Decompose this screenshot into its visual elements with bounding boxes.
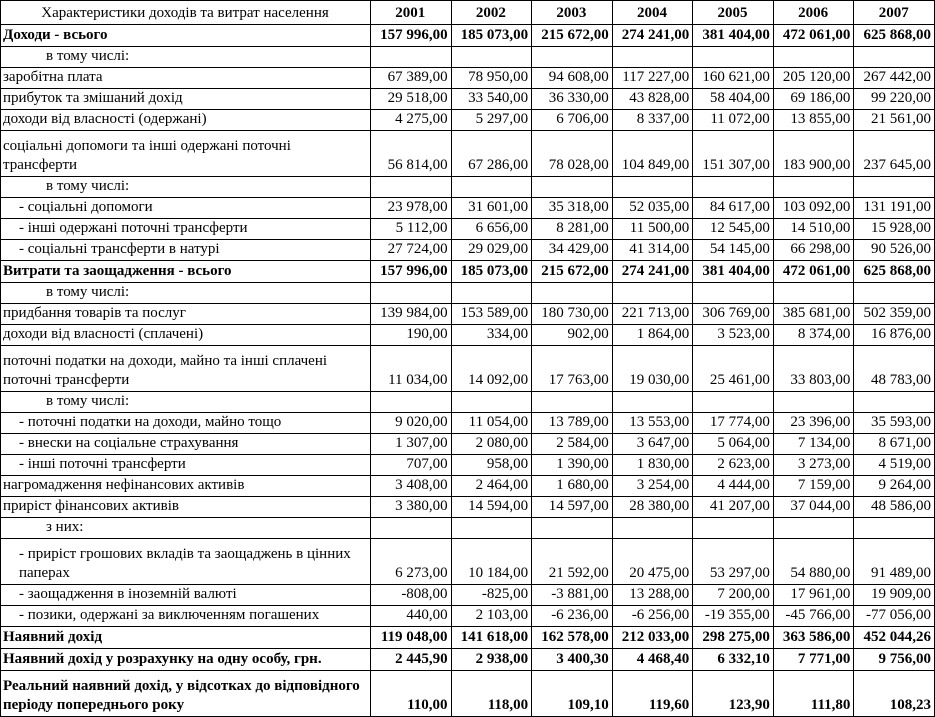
value-cell: 183 900,00	[773, 131, 854, 177]
value-cell: 84 617,00	[693, 198, 774, 219]
value-cell: 27 724,00	[371, 240, 452, 261]
value-cell: 78 950,00	[451, 68, 532, 89]
value-cell: 153 589,00	[451, 304, 532, 325]
row-label: - позики, одержані за виключенням погашених	[1, 606, 371, 627]
value-cell	[532, 177, 613, 198]
value-cell: 3 400,30	[532, 649, 613, 671]
value-cell	[532, 47, 613, 68]
value-cell: 4 519,00	[854, 455, 935, 476]
year-header: 2007	[854, 1, 935, 25]
value-cell: 13 855,00	[773, 110, 854, 131]
value-cell	[532, 392, 613, 413]
value-cell	[612, 47, 693, 68]
value-cell	[693, 518, 774, 539]
table-title-header: Характеристики доходів та витрат населення	[1, 1, 371, 25]
value-cell: 8 281,00	[532, 219, 613, 240]
value-cell: 29 029,00	[451, 240, 532, 261]
value-cell: 10 184,00	[451, 539, 532, 585]
value-cell	[854, 392, 935, 413]
value-cell: 54 145,00	[693, 240, 774, 261]
table-row	[1, 606, 935, 627]
value-cell: 7 159,00	[773, 476, 854, 497]
row-label: Доходи - всього	[1, 25, 371, 47]
value-cell: 221 713,00	[612, 304, 693, 325]
table-row	[1, 413, 935, 434]
value-cell	[612, 283, 693, 304]
row-label: в тому числі:	[1, 283, 371, 304]
value-cell: 385 681,00	[773, 304, 854, 325]
row-label: заробітна плата	[1, 68, 371, 89]
value-cell: 67 286,00	[451, 131, 532, 177]
value-cell: 2 584,00	[532, 434, 613, 455]
value-cell: 17 774,00	[693, 413, 774, 434]
value-cell: 33 540,00	[451, 89, 532, 110]
row-label: - заощадження в іноземній валюті	[1, 585, 371, 606]
value-cell: 298 275,00	[693, 627, 774, 649]
value-cell: -19 355,00	[693, 606, 774, 627]
value-cell: 41 207,00	[693, 497, 774, 518]
value-cell	[854, 177, 935, 198]
value-cell: 625 868,00	[854, 261, 935, 283]
row-label: соціальні допомоги та інші одержані поточні трансферти	[1, 131, 371, 177]
value-cell: 34 429,00	[532, 240, 613, 261]
value-cell	[854, 47, 935, 68]
value-cell: -6 256,00	[612, 606, 693, 627]
value-cell: 141 618,00	[451, 627, 532, 649]
value-cell: 1 864,00	[612, 325, 693, 346]
value-cell	[371, 392, 452, 413]
row-label: Витрати та заощадження - всього	[1, 261, 371, 283]
value-cell	[371, 177, 452, 198]
value-cell: 1 680,00	[532, 476, 613, 497]
value-cell: 4 275,00	[371, 110, 452, 131]
value-cell: -3 881,00	[532, 585, 613, 606]
value-cell	[451, 47, 532, 68]
value-cell: 15 928,00	[854, 219, 935, 240]
row-label: - соціальні допомоги	[1, 198, 371, 219]
value-cell: 190,00	[371, 325, 452, 346]
value-cell: 8 374,00	[773, 325, 854, 346]
value-cell: 25 461,00	[693, 346, 774, 392]
value-cell: 472 061,00	[773, 25, 854, 47]
table-row	[1, 25, 935, 47]
value-cell: 215 672,00	[532, 25, 613, 47]
value-cell: 13 789,00	[532, 413, 613, 434]
table-row	[1, 649, 935, 671]
value-cell: 5 297,00	[451, 110, 532, 131]
value-cell: 212 033,00	[612, 627, 693, 649]
table-row	[1, 539, 935, 585]
value-cell: 58 404,00	[693, 89, 774, 110]
value-cell	[371, 518, 452, 539]
value-cell	[371, 283, 452, 304]
table-row	[1, 497, 935, 518]
value-cell: 205 120,00	[773, 68, 854, 89]
value-cell: 958,00	[451, 455, 532, 476]
value-cell: 3 254,00	[612, 476, 693, 497]
value-cell: 11 034,00	[371, 346, 452, 392]
value-cell: 110,00	[371, 671, 452, 717]
value-cell: 36 330,00	[532, 89, 613, 110]
row-label: - інші поточні трансферти	[1, 455, 371, 476]
row-label: - соціальні трансферти в натурі	[1, 240, 371, 261]
value-cell: 237 645,00	[854, 131, 935, 177]
value-cell	[532, 518, 613, 539]
row-label: прибуток та змішаний дохід	[1, 89, 371, 110]
value-cell: 13 288,00	[612, 585, 693, 606]
value-cell: 381 404,00	[693, 25, 774, 47]
value-cell: 1 390,00	[532, 455, 613, 476]
value-cell: 14 597,00	[532, 497, 613, 518]
table-row	[1, 434, 935, 455]
value-cell: 3 273,00	[773, 455, 854, 476]
value-cell: 7 200,00	[693, 585, 774, 606]
year-header: 2005	[693, 1, 774, 25]
value-cell: 6 656,00	[451, 219, 532, 240]
value-cell: 162 578,00	[532, 627, 613, 649]
value-cell: 274 241,00	[612, 261, 693, 283]
table-row	[1, 47, 935, 68]
table-row	[1, 68, 935, 89]
value-cell: 20 475,00	[612, 539, 693, 585]
value-cell: 28 380,00	[612, 497, 693, 518]
table-row	[1, 261, 935, 283]
value-cell: -77 056,00	[854, 606, 935, 627]
value-cell: 157 996,00	[371, 261, 452, 283]
table-row	[1, 283, 935, 304]
value-cell: 306 769,00	[693, 304, 774, 325]
year-header: 2002	[451, 1, 532, 25]
value-cell: 99 220,00	[854, 89, 935, 110]
value-cell: 48 783,00	[854, 346, 935, 392]
value-cell: 48 586,00	[854, 497, 935, 518]
table-header-row	[1, 1, 935, 25]
value-cell: 215 672,00	[532, 261, 613, 283]
row-label: - приріст грошових вкладів та заощаджень в цінних паперах	[1, 539, 371, 585]
value-cell	[854, 283, 935, 304]
row-label: - поточні податки на доходи, майно тощо	[1, 413, 371, 434]
value-cell: 2 103,00	[451, 606, 532, 627]
year-header: 2006	[773, 1, 854, 25]
table-row	[1, 346, 935, 392]
table-row	[1, 585, 935, 606]
value-cell	[451, 283, 532, 304]
value-cell: 111,80	[773, 671, 854, 717]
value-cell: 78 028,00	[532, 131, 613, 177]
value-cell: -6 236,00	[532, 606, 613, 627]
value-cell: 119,60	[612, 671, 693, 717]
value-cell: 452 044,26	[854, 627, 935, 649]
value-cell: 9 756,00	[854, 649, 935, 671]
value-cell: 9 020,00	[371, 413, 452, 434]
value-cell: 119 048,00	[371, 627, 452, 649]
value-cell: 33 803,00	[773, 346, 854, 392]
value-cell: 3 408,00	[371, 476, 452, 497]
value-cell: 67 389,00	[371, 68, 452, 89]
value-cell: 16 876,00	[854, 325, 935, 346]
value-cell: 54 880,00	[773, 539, 854, 585]
value-cell: 21 592,00	[532, 539, 613, 585]
value-cell: 104 849,00	[612, 131, 693, 177]
value-cell: 118,00	[451, 671, 532, 717]
row-label: в тому числі:	[1, 177, 371, 198]
row-label: Наявний дохід у розрахунку на одну особу, грн.	[1, 649, 371, 671]
value-cell: 707,00	[371, 455, 452, 476]
value-cell: 6 273,00	[371, 539, 452, 585]
value-cell	[451, 177, 532, 198]
value-cell: 29 518,00	[371, 89, 452, 110]
value-cell: 3 380,00	[371, 497, 452, 518]
table-row	[1, 131, 935, 177]
value-cell	[773, 518, 854, 539]
value-cell: 35 318,00	[532, 198, 613, 219]
table-row	[1, 240, 935, 261]
value-cell	[773, 47, 854, 68]
value-cell: 440,00	[371, 606, 452, 627]
table-row	[1, 518, 935, 539]
value-cell: 363 586,00	[773, 627, 854, 649]
value-cell: 94 608,00	[532, 68, 613, 89]
table-row	[1, 476, 935, 497]
value-cell: 2 445,90	[371, 649, 452, 671]
value-cell: 21 561,00	[854, 110, 935, 131]
value-cell	[451, 392, 532, 413]
value-cell: 334,00	[451, 325, 532, 346]
table-row	[1, 89, 935, 110]
value-cell: 23 978,00	[371, 198, 452, 219]
value-cell: 14 092,00	[451, 346, 532, 392]
value-cell: 6 706,00	[532, 110, 613, 131]
value-cell: 52 035,00	[612, 198, 693, 219]
value-cell: 2 623,00	[693, 455, 774, 476]
table-row	[1, 110, 935, 131]
value-cell: 12 545,00	[693, 219, 774, 240]
row-label: Наявний дохід	[1, 627, 371, 649]
value-cell: 14 510,00	[773, 219, 854, 240]
row-label: поточні податки на доходи, майно та інші сплачені поточні трансферти	[1, 346, 371, 392]
value-cell: 267 442,00	[854, 68, 935, 89]
value-cell: 5 112,00	[371, 219, 452, 240]
value-cell: 131 191,00	[854, 198, 935, 219]
value-cell: 69 186,00	[773, 89, 854, 110]
value-cell: 56 814,00	[371, 131, 452, 177]
value-cell	[693, 283, 774, 304]
year-header: 2001	[371, 1, 452, 25]
value-cell: 9 264,00	[854, 476, 935, 497]
value-cell: 185 073,00	[451, 261, 532, 283]
row-label: з них:	[1, 518, 371, 539]
row-label: - інші одержані поточні трансферти	[1, 219, 371, 240]
value-cell: 91 489,00	[854, 539, 935, 585]
value-cell: 35 593,00	[854, 413, 935, 434]
value-cell: 13 553,00	[612, 413, 693, 434]
value-cell: 41 314,00	[612, 240, 693, 261]
value-cell: 6 332,10	[693, 649, 774, 671]
value-cell	[612, 518, 693, 539]
value-cell	[693, 177, 774, 198]
value-cell	[773, 177, 854, 198]
year-header: 2003	[532, 1, 613, 25]
table-row	[1, 392, 935, 413]
value-cell: 117 227,00	[612, 68, 693, 89]
row-label: Реальний наявний дохід, у відсотках до відповідного періоду попереднього року	[1, 671, 371, 717]
table-body	[1, 25, 935, 717]
value-cell	[612, 392, 693, 413]
value-cell: 19 909,00	[854, 585, 935, 606]
value-cell: 1 307,00	[371, 434, 452, 455]
value-cell: 8 337,00	[612, 110, 693, 131]
table-row	[1, 177, 935, 198]
value-cell: 11 054,00	[451, 413, 532, 434]
value-cell: 8 671,00	[854, 434, 935, 455]
table-row	[1, 304, 935, 325]
value-cell: 4 444,00	[693, 476, 774, 497]
value-cell: 2 938,00	[451, 649, 532, 671]
value-cell	[693, 392, 774, 413]
value-cell	[612, 177, 693, 198]
row-label: приріст фінансових активів	[1, 497, 371, 518]
value-cell: 90 526,00	[854, 240, 935, 261]
value-cell: 66 298,00	[773, 240, 854, 261]
value-cell: 17 763,00	[532, 346, 613, 392]
year-header: 2004	[612, 1, 693, 25]
value-cell: 14 594,00	[451, 497, 532, 518]
value-cell: 3 523,00	[693, 325, 774, 346]
table-row	[1, 219, 935, 240]
value-cell: 502 359,00	[854, 304, 935, 325]
value-cell: 17 961,00	[773, 585, 854, 606]
value-cell: 53 297,00	[693, 539, 774, 585]
value-cell: 274 241,00	[612, 25, 693, 47]
row-label: нагромадження нефінансових активів	[1, 476, 371, 497]
table-row	[1, 198, 935, 219]
value-cell: 37 044,00	[773, 497, 854, 518]
row-label: доходи від власності (одержані)	[1, 110, 371, 131]
value-cell: 381 404,00	[693, 261, 774, 283]
value-cell: 31 601,00	[451, 198, 532, 219]
value-cell: 2 080,00	[451, 434, 532, 455]
value-cell: 472 061,00	[773, 261, 854, 283]
value-cell	[371, 47, 452, 68]
value-cell: 139 984,00	[371, 304, 452, 325]
value-cell: 123,90	[693, 671, 774, 717]
table-row	[1, 627, 935, 649]
value-cell: 160 621,00	[693, 68, 774, 89]
value-cell: 4 468,40	[612, 649, 693, 671]
value-cell: 19 030,00	[612, 346, 693, 392]
row-label: придбання товарів та послуг	[1, 304, 371, 325]
value-cell: -825,00	[451, 585, 532, 606]
value-cell: 23 396,00	[773, 413, 854, 434]
value-cell: 151 307,00	[693, 131, 774, 177]
value-cell: 108,23	[854, 671, 935, 717]
value-cell: 7 771,00	[773, 649, 854, 671]
row-label: - внески на соціальне страхування	[1, 434, 371, 455]
value-cell: 109,10	[532, 671, 613, 717]
value-cell: 11 072,00	[693, 110, 774, 131]
value-cell	[451, 518, 532, 539]
value-cell: -45 766,00	[773, 606, 854, 627]
value-cell: 2 464,00	[451, 476, 532, 497]
value-cell	[773, 392, 854, 413]
value-cell: 103 092,00	[773, 198, 854, 219]
value-cell	[693, 47, 774, 68]
value-cell: 43 828,00	[612, 89, 693, 110]
value-cell: 902,00	[532, 325, 613, 346]
value-cell: 11 500,00	[612, 219, 693, 240]
value-cell: 1 830,00	[612, 455, 693, 476]
value-cell	[773, 283, 854, 304]
value-cell: -808,00	[371, 585, 452, 606]
row-label: доходи від власності (сплачені)	[1, 325, 371, 346]
row-label: в тому числі:	[1, 392, 371, 413]
value-cell	[532, 283, 613, 304]
value-cell: 625 868,00	[854, 25, 935, 47]
value-cell: 7 134,00	[773, 434, 854, 455]
table-row	[1, 325, 935, 346]
value-cell: 157 996,00	[371, 25, 452, 47]
value-cell: 185 073,00	[451, 25, 532, 47]
value-cell	[854, 518, 935, 539]
row-label: в тому числі:	[1, 47, 371, 68]
value-cell: 180 730,00	[532, 304, 613, 325]
value-cell: 5 064,00	[693, 434, 774, 455]
table-row	[1, 455, 935, 476]
value-cell: 3 647,00	[612, 434, 693, 455]
